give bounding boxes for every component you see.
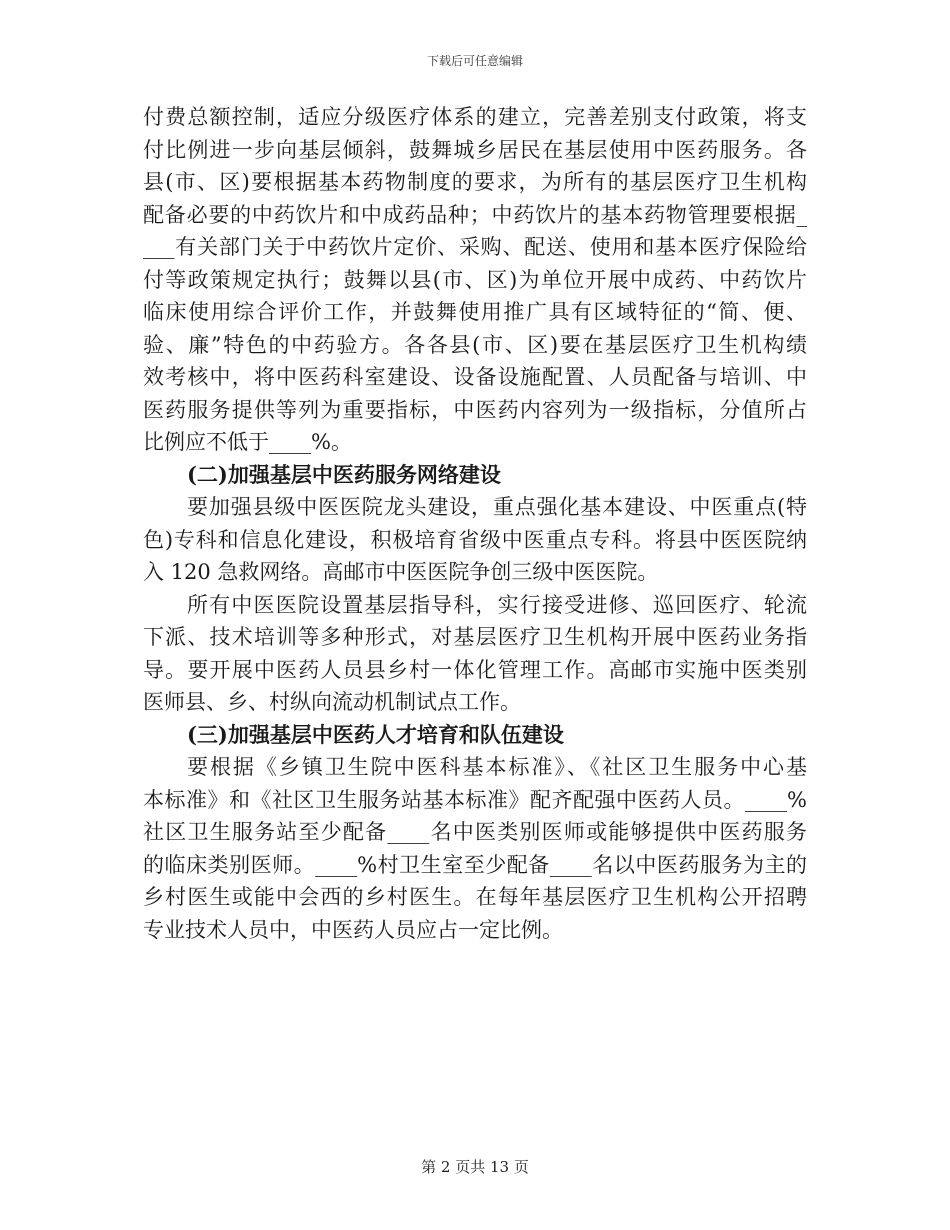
paragraph-line: 效考核中，将中医药科室建设、设备设施配置、人员配备与培训、中 (143, 365, 807, 389)
paragraph-line: 比例应不低于____%。 (143, 430, 352, 454)
paragraph-line: 配备必要的中药饮片和中成药品种；中药饮片的基本药物管理要根据_ (143, 202, 807, 227)
paragraph-line: 色)专科和信息化建设，积极培育省级中医重点专科。将县中医医院纳 (143, 527, 807, 552)
paragraph-line: 验、廉”特色的中药验方。各各县(市、区)要在基层医疗卫生机构绩 (143, 332, 807, 357)
paragraph-line: ___有关部门关于中药饮片定价、采购、配送、使用和基本医疗保险给 (143, 235, 807, 259)
paragraph-line: 社区卫生服务站至少配备____名中医类别医师或能够提供中医药服务 (143, 820, 807, 844)
paragraph-line: 入 120 急救网络。高邮市中医医院争创三级中医医院。 (143, 560, 659, 584)
document-body (143, 101, 807, 946)
paragraph-line: 付比例进一步向基层倾斜，鼓舞城乡居民在基层使用中医药服务。各 (143, 137, 807, 162)
paragraph-line: 医药服务提供等列为重要指标，中医药内容列为一级指标，分值所占 (143, 397, 807, 422)
section-heading: (二)加强基层中医药服务网络建设 (187, 461, 501, 487)
paragraph-line: 付等政策规定执行；鼓舞以县(市、区)为单位开展中成药、中药饮片 (143, 267, 807, 292)
paragraph-line: 所有中医医院设置基层指导科，实行接受进修、巡回医疗、轮流 (187, 592, 807, 617)
paragraph-line: 本标准》和《社区卫生服务站基本标准》配齐配强中医药人员。____% (143, 787, 807, 812)
paragraph-line: 要根据《乡镇卫生院中医科基本标准》、《社区卫生服务中心基 (187, 755, 807, 779)
page-number: 第 2 页共 13 页 (421, 1158, 529, 1176)
paragraph-line: 付费总额控制，适应分级医疗体系的建立，完善差别支付政策，将支 (143, 105, 807, 129)
page-header: 下载后可任意编辑 (426, 54, 523, 68)
paragraph-line: 医师县、乡、村纵向流动机制试点工作。 (143, 690, 521, 714)
paragraph-line: 专业技术人员中，中医药人员应占一定比例。 (143, 917, 563, 942)
paragraph-line: 县(市、区)要根据基本药物制度的要求，为所有的基层医疗卫生机构 (143, 170, 807, 194)
paragraph-line: 下派、技术培训等多种形式，对基层医疗卫生机构开展中医药业务指 (143, 625, 807, 649)
paragraph-line: 的临床类别医师。____%村卫生室至少配备____名以中医药服务为主的 (143, 852, 807, 877)
paragraph-line: 导。要开展中医药人员县乡村一体化管理工作。高邮市实施中医类别 (143, 657, 807, 682)
paragraph-line: 乡村医生或能中会西的乡村医生。在每年基层医疗卫生机构公开招聘 (143, 885, 807, 909)
section-heading: (三)加强基层中医药人才培育和队伍建设 (187, 721, 564, 747)
paragraph-line: 临床使用综合评价工作，并鼓舞使用推广具有区域特征的“简、便、 (143, 300, 807, 324)
paragraph-line: 要加强县级中医医院龙头建设，重点强化基本建设、中医重点(特 (187, 495, 807, 519)
